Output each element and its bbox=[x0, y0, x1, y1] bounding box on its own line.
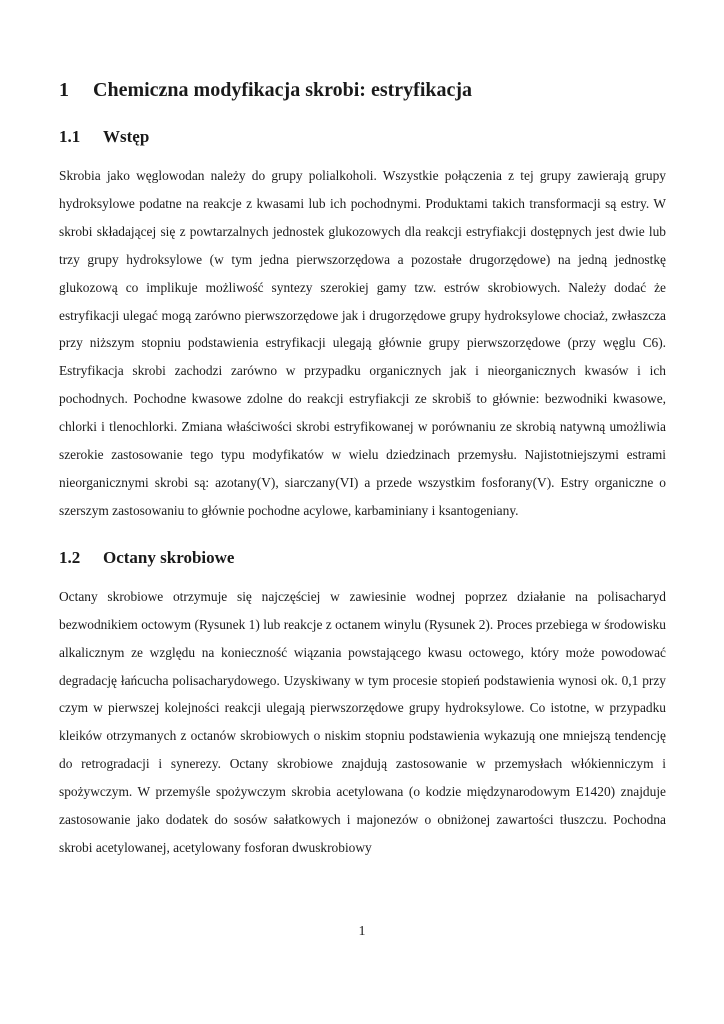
subsection-title: Octany skrobiowe bbox=[103, 547, 235, 567]
subsection-heading-wstep bbox=[59, 122, 666, 152]
subsection-title: Wstęp bbox=[103, 127, 150, 146]
paragraph-wstep: Skrobia jako węglowodan należy do grupy polialkoholi. Wszystkie połączenia z tej grupy zawierają grupy hydroksylowe podatne na reakcje z kwasami lub ich pochodnymi. Produktami takich transformacji są estry. W skrobi składającej się z powtarzalnych jednostek glukozowych dla reakcji estryfiakcji dostępnych jest dwie lub trzy grupy hydroksylowe (w tym jedna pierwszorzędowa a pozostałe drugorzędowe) na jedną jednostkę glukozową co implikuje możliwość syntezy szerokiej gamy tzw. estrów skrobiowych. Należy dodać że estryfikacji ulegać mogą zarówno pierwszorzędowe jak i drugorzędowe grupy hydroksylowe chociaż, zwłaszcza przy niższym stopniu podstawienia estryfikacji ulegają głównie grupy pierwszorzędowe (przy węglu C6). Estryfikacja skrobi zachodzi zarówno w przypadku organicznych jak i nieorganicznych kwasów i ich pochodnych. Pochodne kwasowe zdolne do reakcji estryfiakcji ze skrobiš to głównie: bezwodniki kwasowe, chlorki i tlenochlorki. Zmiana właściwości skrobi estryfikowanej w porównaniu ze skrobią natywną umożliwia szerokie zastosowanie tego typu modyfikatów w wielu dziedzinach przemysłu. Najistotniejszymi estrami nieorganicznymi skrobi są: azotany(V), siarczany(VI) a przede wszystkim fosforany(V). Estry organiczne o szerszym zastosowaniu to głównie pochodne acylowe, karbaminiany i ksantogeniany. bbox=[59, 168, 666, 518]
section-heading bbox=[59, 72, 666, 108]
subsection-heading-octany bbox=[59, 543, 666, 573]
section-number: 1 bbox=[59, 79, 69, 101]
document-page bbox=[59, 72, 666, 862]
paragraph-octany: Octany skrobiowe otrzymuje się najczęściej w zawiesinie wodnej poprzez działanie na polisacharyd bezwodnikiem octowym (Rysunek 1) lub reakcje z octanem winylu (Rysunek 2). Proces przebiega w środowisku alkalicznym ze względu na konieczność wiązania powstającego kwasu octowego, który może powodować degradację łańcucha polisacharydowego. Uzyskiwany w tym procesie stopień podstawienia wynosi ok. 0,1 przy czym w pierwszej kolejności reakcji ulegają pierwszorzędowe grupy hydroksylowe. Co istotne, w przypadku kleików otrzymanych z octanów skrobiowych o niskim stopniu podstawienia wykazują one mniejszą tendencję do retrogradacji i synerezy. Octany skrobiowe znajdują zastosowanie w przemysłach włókienniczym i spożywczym. W przemyśle spożywczym skrobia acetylowana (o kodzie międzynarodowym E1420) znajduje zastosowanie jako dodatek do sosów sałatkowych i majonezów o obniżonej zawartości tłuszczu. Pochodna skrobi acetylowanej, acetylowany fosforan dwuskrobiowy bbox=[59, 588, 666, 855]
page-number: 1 bbox=[358, 924, 366, 939]
subsection-number: 1.2 bbox=[59, 547, 81, 567]
subsection-number: 1.1 bbox=[59, 127, 81, 146]
section-title: Chemiczna modyfikacja skrobi: estryfikacja bbox=[93, 79, 473, 101]
